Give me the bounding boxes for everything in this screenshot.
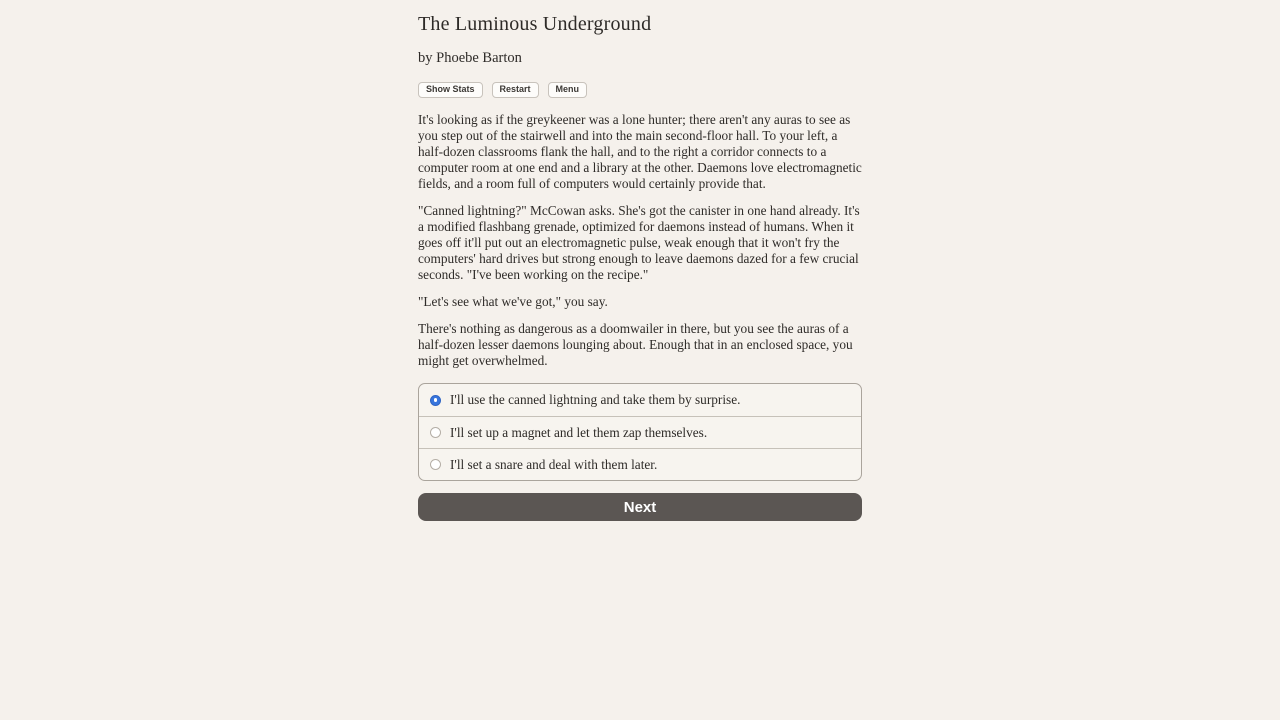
show-stats-button[interactable]: Show Stats	[418, 82, 483, 98]
choice-label: I'll set up a magnet and let them zap themselves.	[450, 424, 708, 440]
radio-selected-icon[interactable]	[430, 395, 441, 406]
story-paragraph: "Canned lightning?" McCowan asks. She's got the canister in one hand already. It's a modified flashbang grenade, optimized for daemons instead of humans. When it goes off it'll put out an electromagnetic pulse, weak enough that it won't fry the computers' hard drives but strong enough to leave daemons dazed for a few crucial seconds. "I've been working on the recipe."	[418, 203, 860, 282]
story-paragraph: There's nothing as dangerous as a doomwailer in there, but you see the auras of a half-dozen lesser daemons lounging about. Enough that in an enclosed space, you might get overwhelmed.	[418, 321, 853, 368]
menu-button[interactable]: Menu	[548, 82, 588, 98]
choice-option-snare[interactable]	[419, 448, 861, 480]
radio-unselected-icon[interactable]	[430, 427, 441, 438]
author-byline: by Phoebe Barton	[418, 50, 522, 66]
next-button[interactable]: Next	[418, 493, 862, 521]
story-paragraph: It's looking as if the greykeener was a lone hunter; there aren't any auras to see as you step out of the stairwell and into the main second-floor hall. To your left, a half-dozen classrooms flank the hall, and to the right a corridor connects to a computer room at one end and a library at the other. Daemons love electromagnetic fields, and a room full of computers would certainly provide that.	[418, 112, 862, 191]
restart-button[interactable]: Restart	[492, 82, 539, 98]
story-text	[418, 112, 862, 369]
toolbar	[418, 82, 862, 98]
game-page	[418, 0, 862, 521]
story-paragraph: "Let's see what we've got," you say.	[418, 294, 608, 309]
choice-label: I'll set a snare and deal with them later.	[450, 456, 658, 472]
choice-option-canned-lightning[interactable]	[419, 384, 861, 416]
choice-list	[418, 383, 862, 481]
choice-label: I'll use the canned lightning and take them by surprise.	[450, 392, 741, 407]
page-title: The Luminous Underground	[418, 13, 652, 35]
radio-unselected-icon[interactable]	[430, 459, 441, 470]
choice-option-magnet[interactable]	[419, 416, 861, 448]
